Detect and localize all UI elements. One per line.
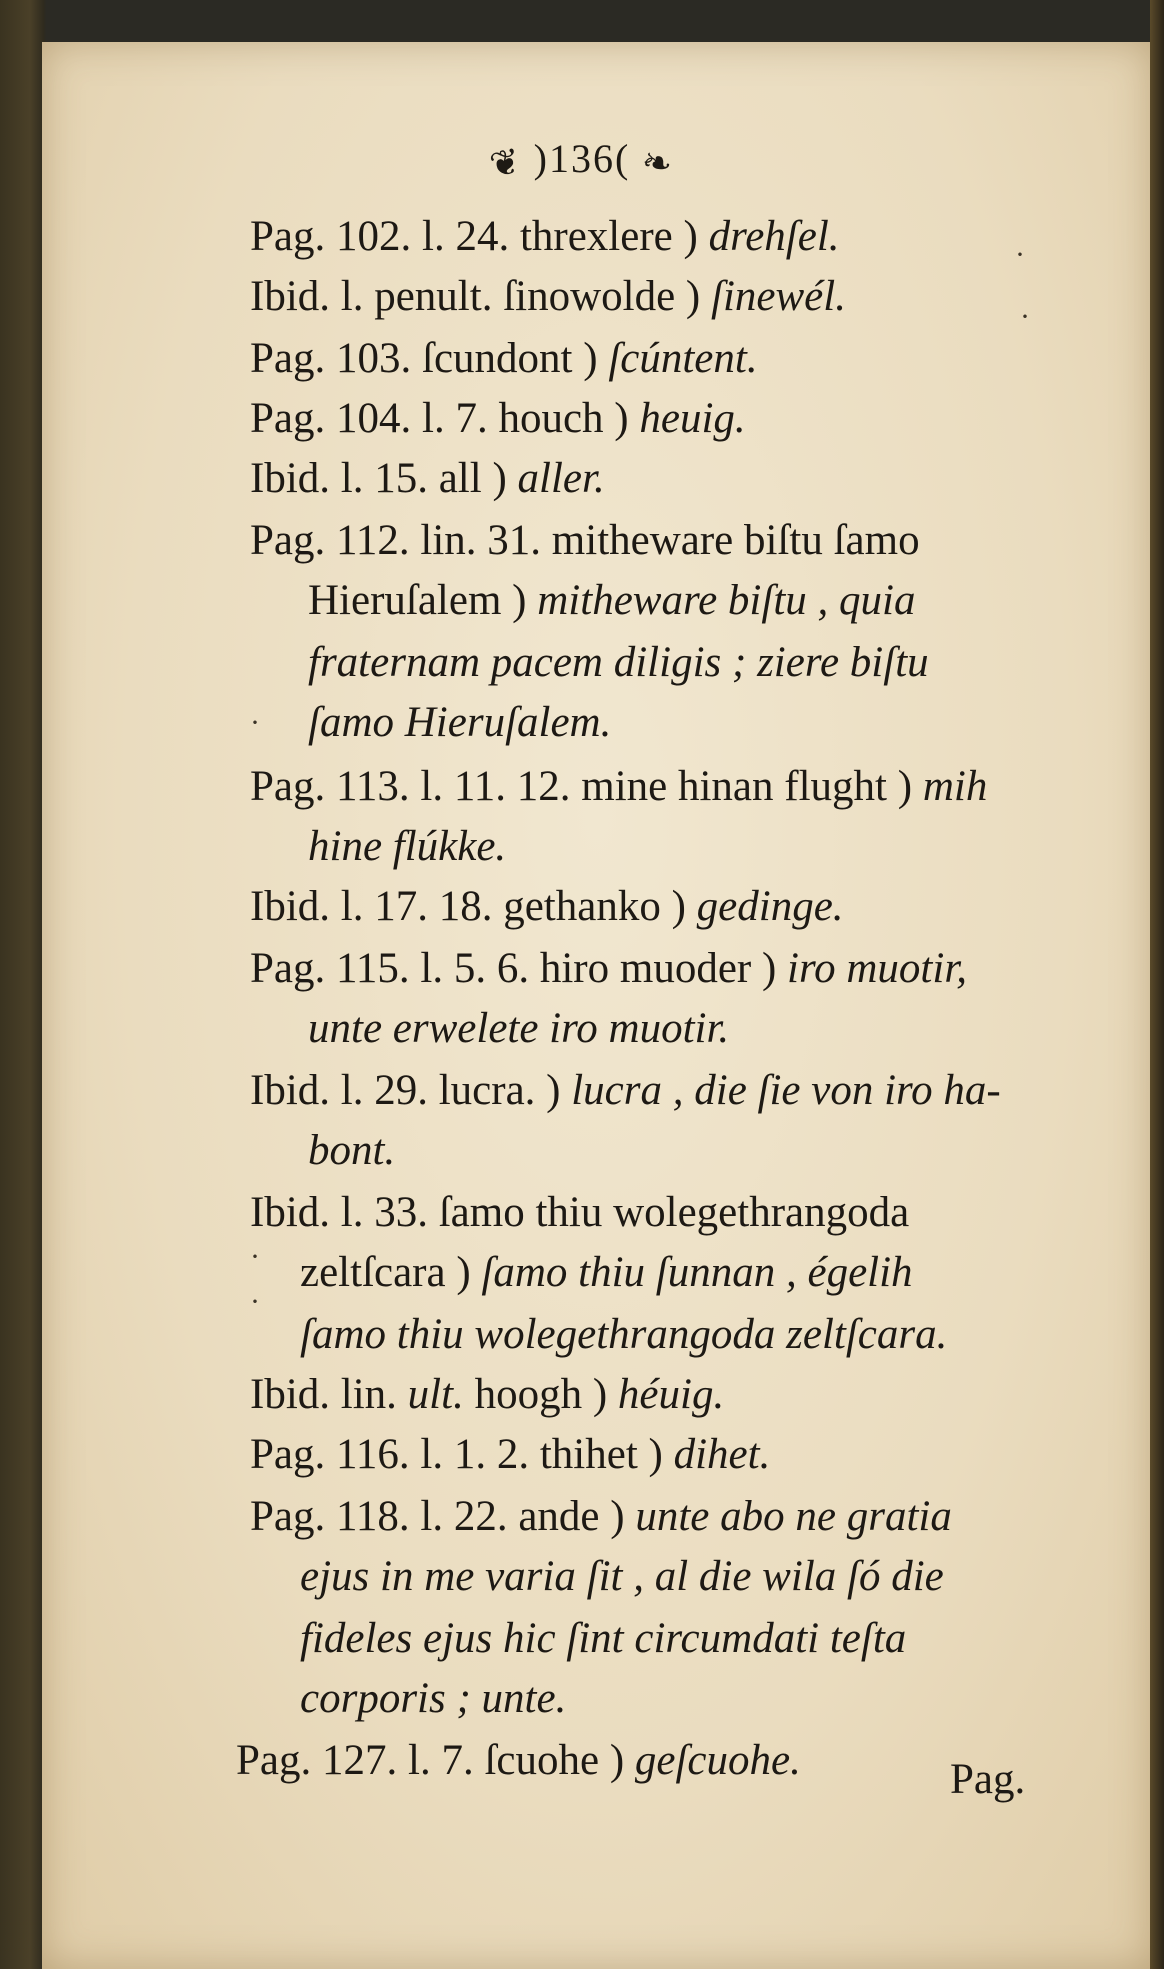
correction-text: ſamo thiu wolegethrangoda zeltſcara. [300, 1311, 948, 1358]
correction-text: unte erwelete iro muotir. [308, 1005, 730, 1052]
page-header [0, 135, 1164, 184]
original-text: Pag. 113. l. 11. 12. mine hinan flught ) [250, 763, 913, 810]
original-text: Hieruſalem ) [308, 577, 527, 624]
correction-text: lucra , die ſie von iro ha- [571, 1067, 1001, 1114]
original-text: Pag. 118. l. 22. ande ) [250, 1493, 625, 1540]
correction-text: bont. [308, 1127, 396, 1174]
errata-line [308, 641, 929, 684]
errata-line [300, 1313, 947, 1356]
margin-mark: · [250, 706, 260, 739]
correction-text: heuig. [639, 395, 746, 442]
errata-line [250, 275, 846, 318]
fleuron-right-icon: ❧ [638, 139, 679, 186]
errata-line [308, 1007, 729, 1050]
page-number: )136( [533, 136, 631, 181]
correction-text: drehſel. [708, 213, 840, 260]
errata-line [300, 1251, 913, 1294]
correction-text: iro muotir, [787, 945, 968, 992]
correction-text: ſinewél. [711, 273, 846, 320]
original-text: Pag. 112. lin. 31. mitheware biſtu ſamo [250, 517, 920, 564]
fleuron-left-icon: ❦ [485, 139, 526, 186]
correction-text: mih [922, 763, 988, 810]
correction-text: gedinge. [696, 883, 844, 930]
errata-line [250, 215, 840, 258]
correction-text: fraternam pacem diligis ; ziere biſtu [308, 639, 929, 686]
errata-line [308, 1129, 395, 1172]
errata-line [250, 1069, 1001, 1112]
correction-text: ejus in me varia ſit , al die wila ſó die [300, 1553, 944, 1600]
original-text: Pag. 127. l. 7. ſcuohe ) [236, 1737, 625, 1784]
correction-text: ſamo Hieruſalem. [308, 699, 612, 746]
errata-line [250, 765, 987, 808]
errata-line [250, 337, 758, 380]
margin-mark: · [1015, 238, 1025, 271]
errata-line [300, 1677, 566, 1720]
original-text: Ibid. l. 17. 18. gethanko ) [250, 883, 686, 930]
correction-text: ſamo thiu ſunnan , égelih [481, 1249, 913, 1296]
errata-line [250, 1373, 724, 1416]
catchword: Pag. [950, 1756, 1026, 1803]
original-text: Pag. 115. l. 5. 6. hiro muoder ) [250, 945, 777, 992]
errata-line [300, 1617, 906, 1660]
errata-line [250, 947, 967, 990]
errata-line [236, 1739, 801, 1782]
errata-line [250, 1433, 770, 1476]
original-text: Ibid. lin. [250, 1371, 397, 1418]
correction-text: geſcuohe. [634, 1737, 801, 1784]
correction-text: corporis ; unte. [300, 1675, 567, 1722]
original-text: Pag. 103. ſcundont ) [250, 335, 598, 382]
errata-line [308, 825, 506, 868]
correction-text: fideles ejus hic ſint circumdati teſta [300, 1615, 907, 1662]
original-text: Pag. 116. l. 1. 2. thihet ) [250, 1431, 663, 1478]
original-text: Ibid. l. penult. ſinowolde ) [250, 273, 701, 320]
margin-mark: · [1020, 300, 1030, 333]
errata-line [250, 885, 844, 928]
original-text: Ibid. l. 15. all ) [250, 455, 507, 502]
correction-text: dihet. [673, 1431, 771, 1478]
margin-mark: · [250, 1240, 260, 1273]
margin-mark: · [250, 1285, 260, 1318]
errata-line [250, 1495, 952, 1538]
correction-text: mitheware biſtu , quia [537, 577, 916, 624]
correction-text: unte abo ne gratia [635, 1493, 952, 1540]
original-text: Ibid. l. 29. lucra. ) [250, 1067, 561, 1114]
errata-line [250, 1191, 909, 1234]
original-text: zeltſcara ) [300, 1249, 471, 1296]
correction-text: hine flúkke. [308, 823, 507, 870]
original-text: hoogh ) [474, 1371, 608, 1418]
correction-text: héuig. [617, 1371, 725, 1418]
errata-line [308, 579, 915, 622]
correction-text: aller. [517, 455, 605, 502]
errata-line [250, 397, 746, 440]
errata-line [308, 701, 611, 744]
errata-line [250, 457, 605, 500]
errata-line [300, 1555, 944, 1598]
original-text: Pag. 102. l. 24. threxlere ) [250, 213, 698, 260]
correction-text: ult. [407, 1371, 464, 1418]
original-text: Ibid. l. 33. ſamo thiu wolegethrangoda [250, 1189, 910, 1236]
book-spine [1150, 0, 1164, 1969]
errata-line [250, 519, 920, 562]
correction-text: ſcúntent. [608, 335, 758, 382]
original-text: Pag. 104. l. 7. houch ) [250, 395, 629, 442]
